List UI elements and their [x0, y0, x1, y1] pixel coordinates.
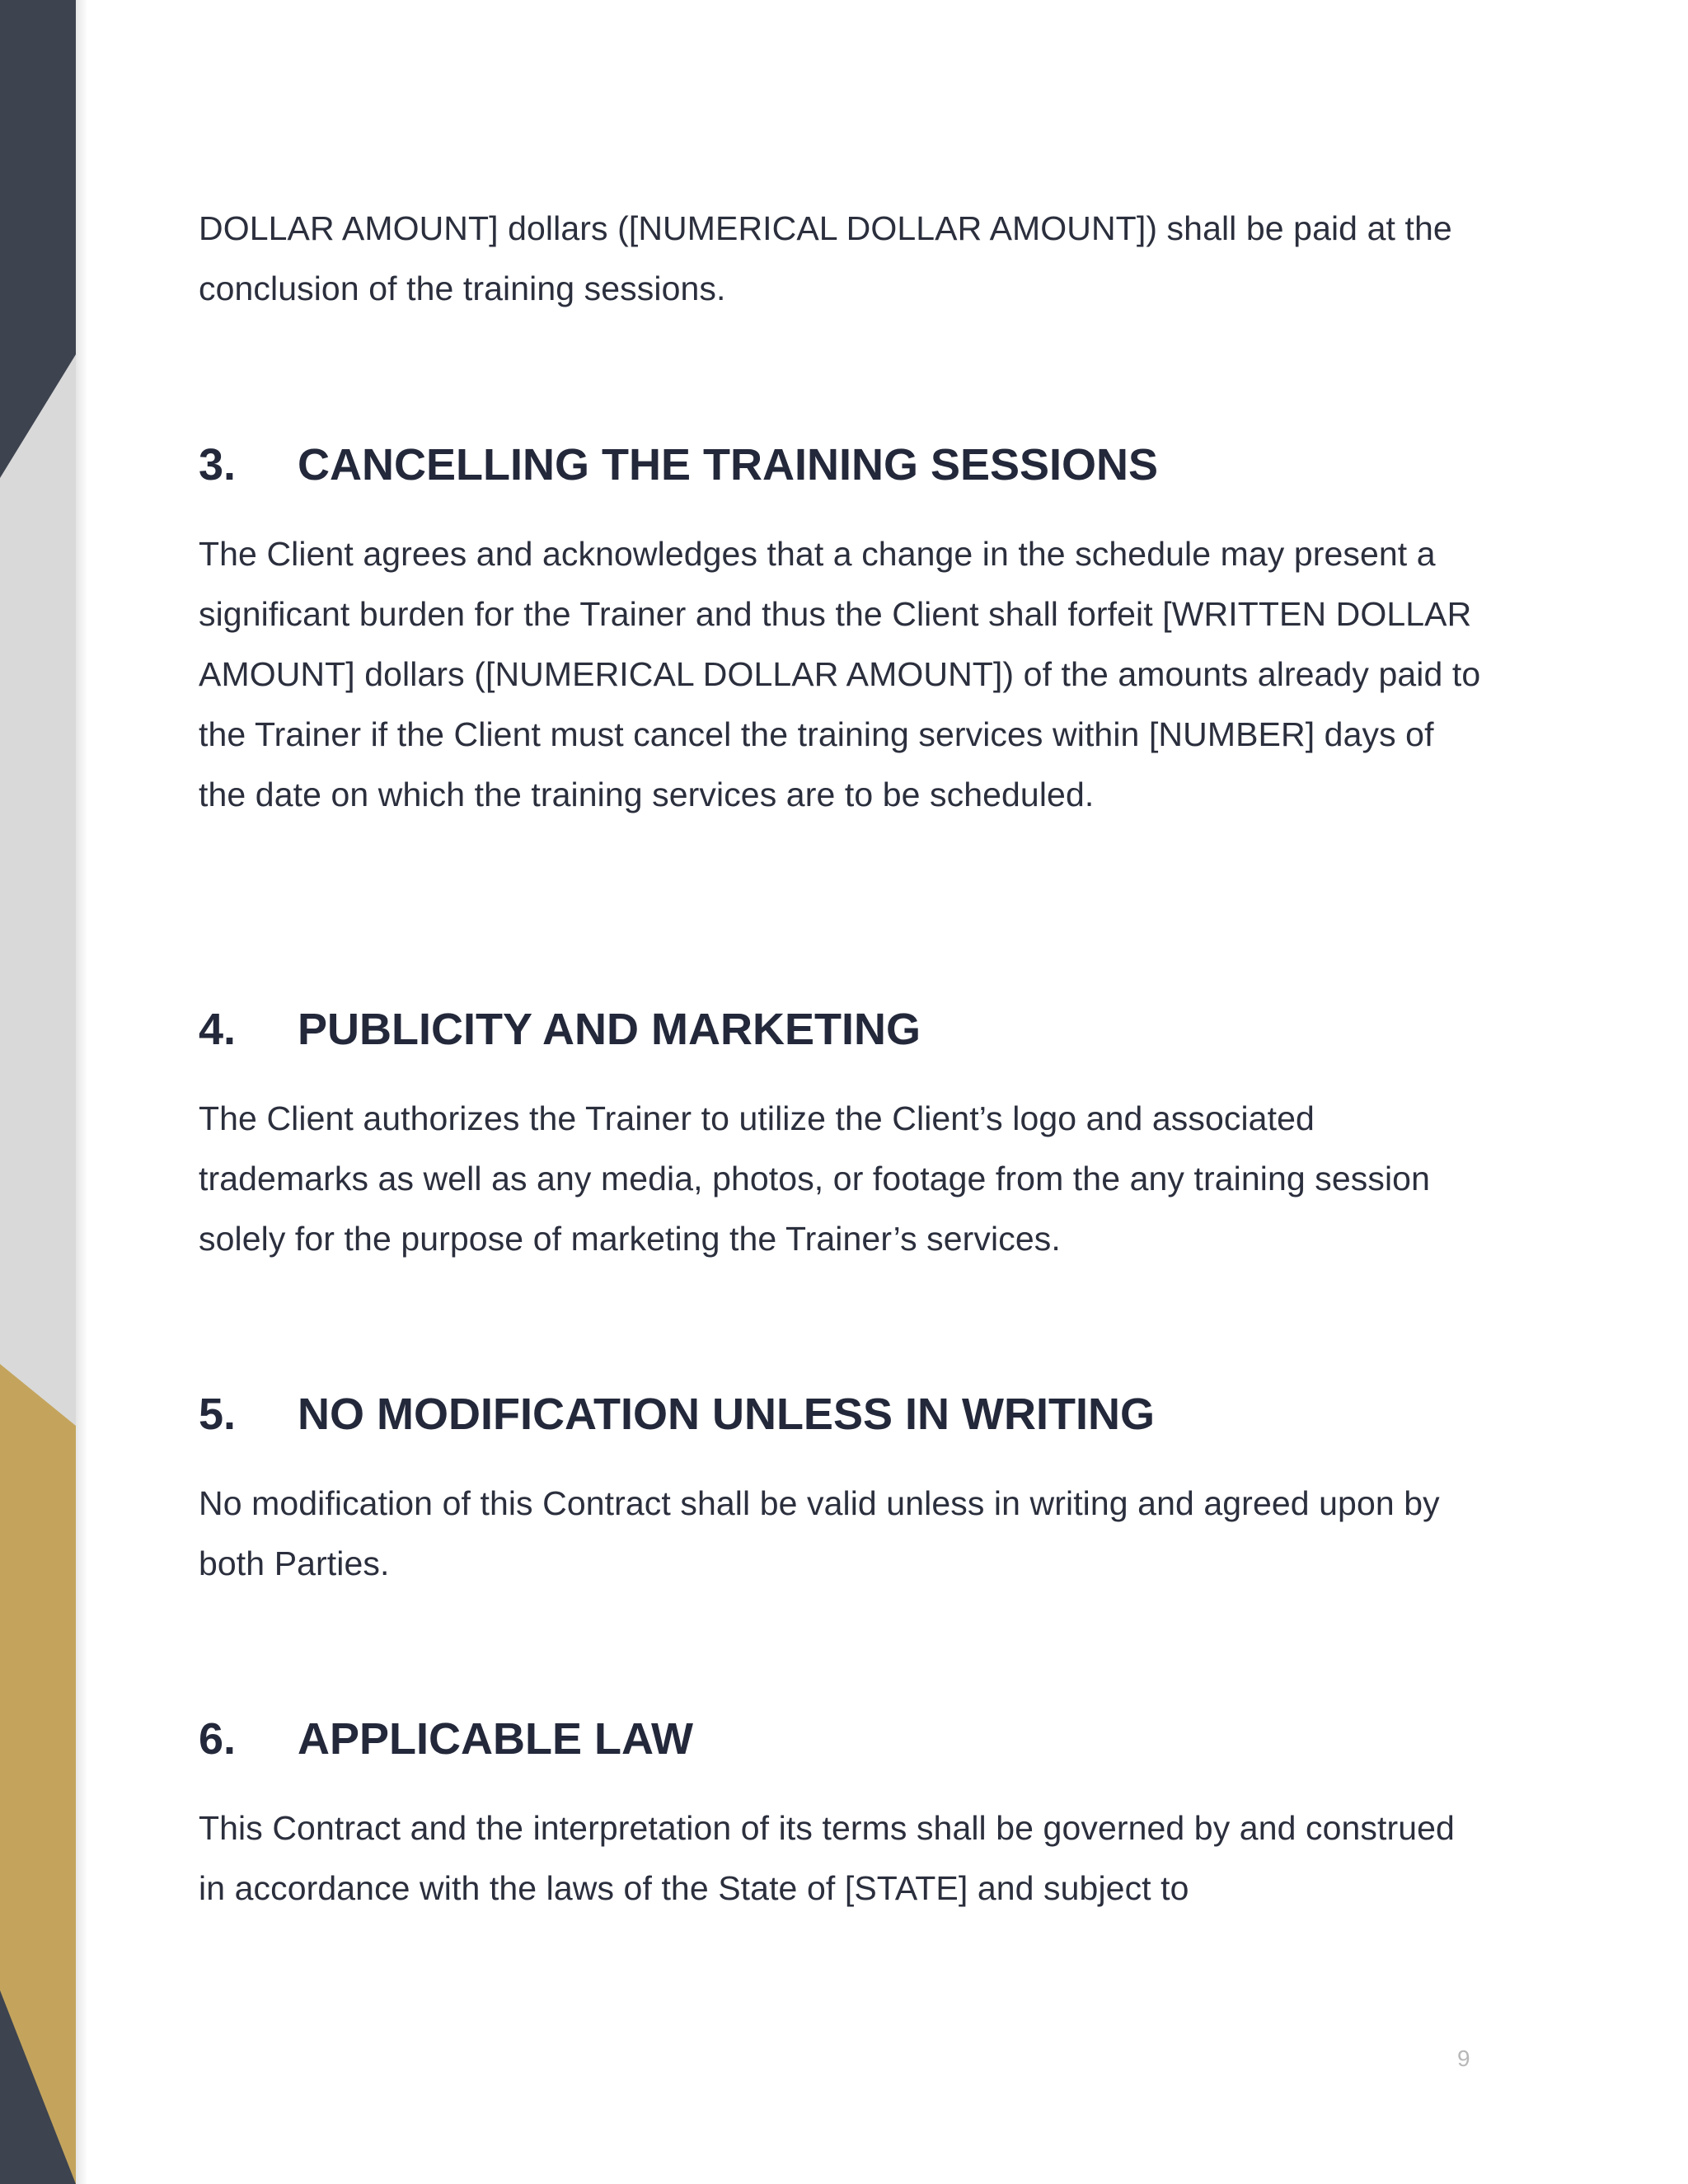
- section-4-heading: [199, 1003, 1484, 1056]
- section-5-number: 5.: [199, 1390, 237, 1439]
- page-number: 9: [1457, 2046, 1470, 2071]
- section-3-title: CANCELLING THE TRAINING SESSIONS: [298, 440, 1159, 490]
- intro-paragraph: DOLLAR AMOUNT] dollars ([NUMERICAL DOLLAR AMOUNT]) shall be paid at the conclusion of the training sessions.: [199, 209, 1452, 307]
- section-4-number: 4.: [199, 1005, 237, 1054]
- section-5-heading: [199, 1388, 1484, 1441]
- section-6-body: This Contract and the interpretation of its terms shall be governed by and construed in accordance with the laws of the State of [STATE] and subject to: [199, 1809, 1455, 1907]
- decorative-side-band: [0, 0, 76, 2184]
- side-band-graphic: [0, 0, 76, 2184]
- section-5-title: NO MODIFICATION UNLESS IN WRITING: [298, 1390, 1155, 1439]
- section-4-title: PUBLICITY AND MARKETING: [298, 1005, 921, 1054]
- section-5-body: No modification of this Contract shall be valid unless in writing and agreed upon by both Parties.: [199, 1484, 1440, 1582]
- side-band-shadow: [76, 0, 87, 2184]
- section-3-body: The Client agrees and acknowledges that a change in the schedule may present a significant burden for the Trainer and thus the Client shall forfeit [WRITTEN DOLLAR AMOUNT] dollars ([NUMERICAL DOLLAR AMOUNT]) of the amounts already paid to the Trainer if the Client must cancel the training services within [NUMBER] days of the date on which the training services are to be scheduled.: [199, 535, 1481, 813]
- section-6-title: APPLICABLE LAW: [298, 1714, 693, 1764]
- section-3-heading: [199, 438, 1484, 491]
- section-3-number: 3.: [199, 440, 237, 490]
- section-4-body: The Client authorizes the Trainer to utilize the Client’s logo and associated trademarks as well as any media, photos, or footage from the any training session solely for the purpose of marketing the Trainer’s services.: [199, 1099, 1430, 1258]
- section-6-heading: [199, 1713, 1484, 1765]
- section-6-number: 6.: [199, 1714, 237, 1764]
